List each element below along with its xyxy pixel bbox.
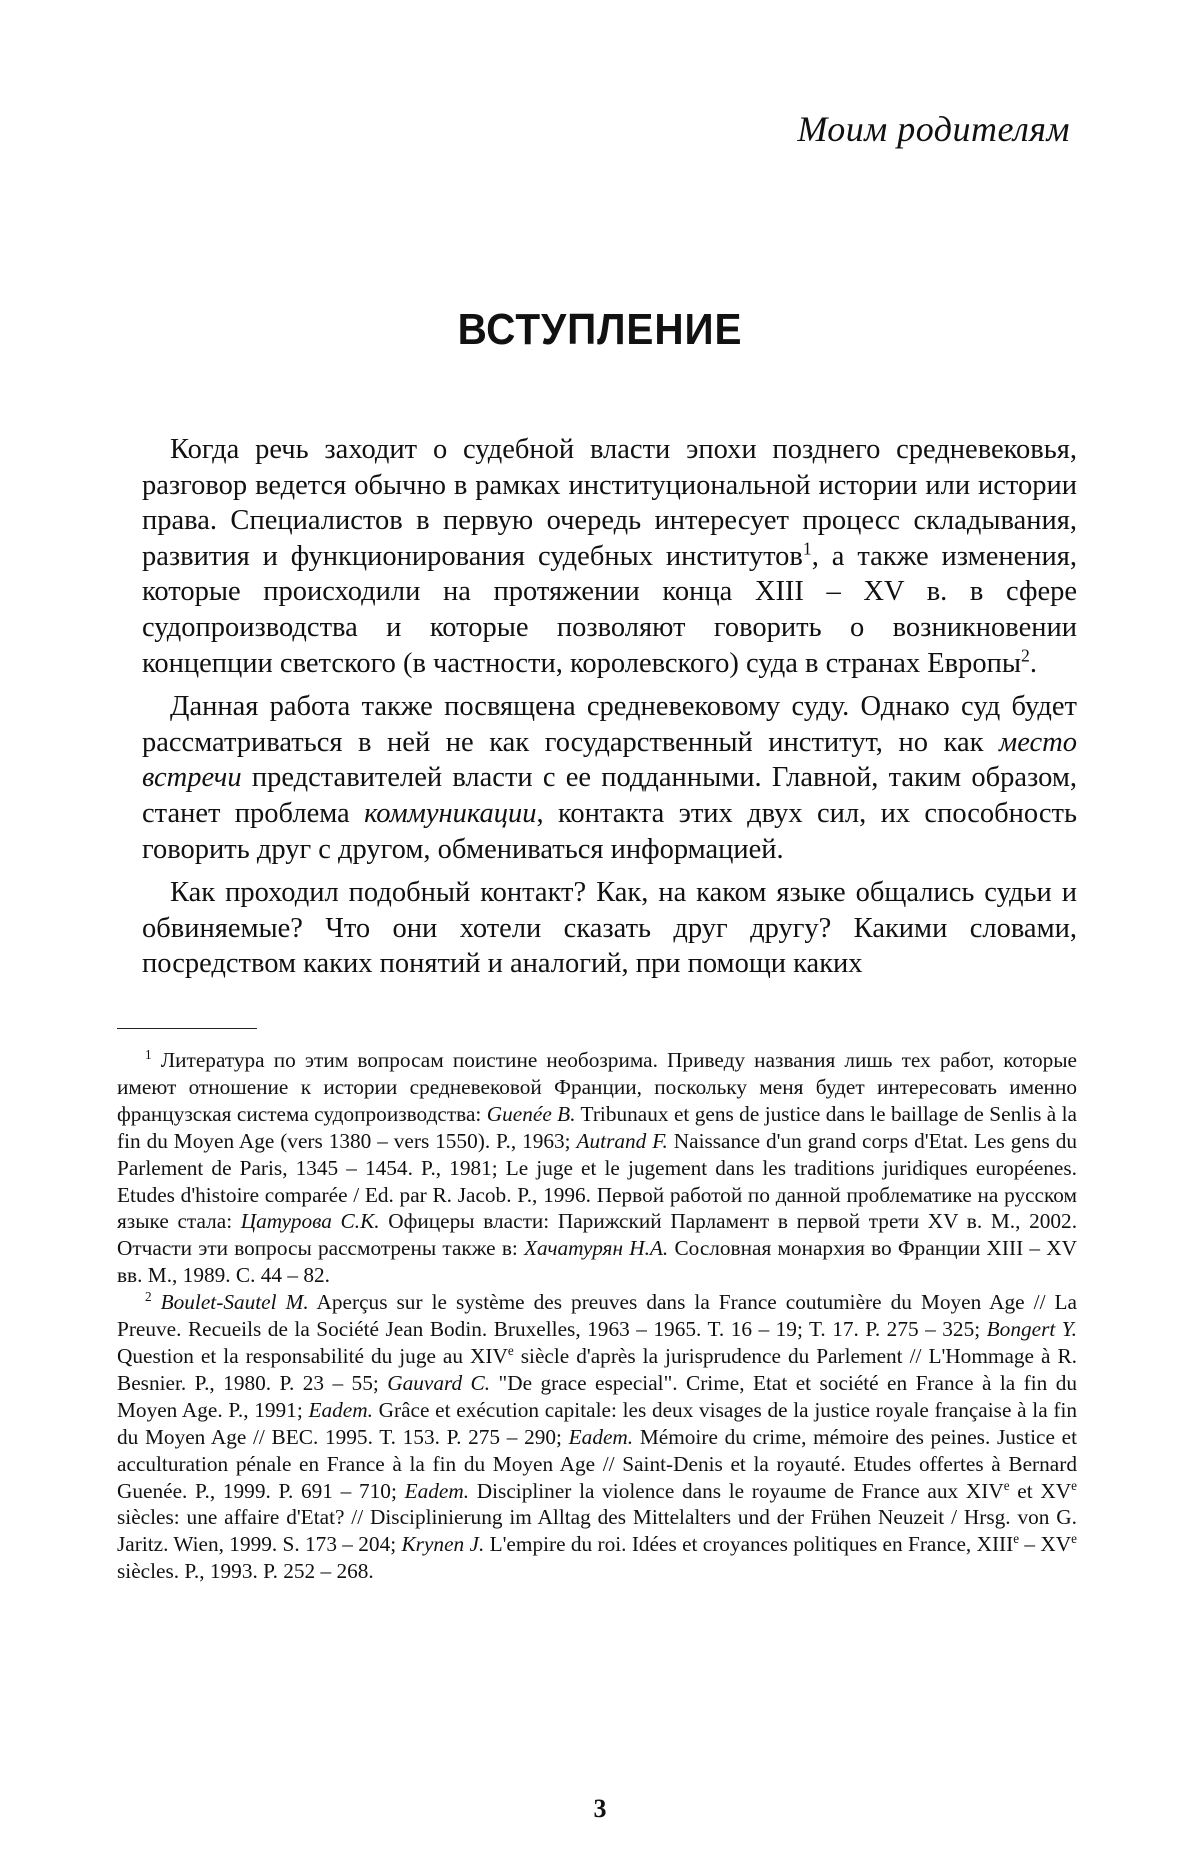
superscript: e: [507, 1342, 514, 1358]
text-run: Данная работа также посвящена средневековому суду. Однако суд будет рассматриваться в ней не как государственный институт, но как: [142, 691, 1077, 758]
paragraph-2: [142, 689, 1077, 867]
superscript: e: [1071, 1531, 1078, 1547]
dedication: Моим родителям: [797, 109, 1070, 149]
text-run: Aperçus sur le système des preuves dans la France coutumière du Moyen Age // La Preuve. Recueils de la Société Jean Bodin. Bruxelles, 1963 – 1965. T. 16 – 19; T. 17. P. 275 – 325;: [117, 1290, 1077, 1342]
text-run: Сословная монархия во Франции XIII – XV вв. М., 1989. С. 44 – 82.: [117, 1236, 1077, 1288]
text-run: Question et la responsabilité du juge au XIV: [117, 1343, 508, 1368]
text-run: Naissance d'un grand corps d'Etat. Les gens du Parlement de Paris, 1345 – 1454. P., 1981; Le juge et le jugement dans les traditions juridiques européenes. Etudes d'histoire comparée / Ed. par R. Jacob. P., 1996. Первой работой по данной проблематике на русском языке стала:: [117, 1128, 1077, 1234]
footnotes: [117, 1047, 1077, 1585]
author-name: Eadem.: [308, 1397, 373, 1422]
text-run: siècles. P., 1993. P. 252 – 268.: [117, 1559, 374, 1584]
author-name: Gauvard C.: [387, 1370, 491, 1395]
footnote-ref-1: 1: [802, 538, 812, 559]
footnote-2: [117, 1289, 1077, 1585]
footnote-number: 1: [145, 1046, 152, 1062]
superscript: e: [1003, 1477, 1010, 1493]
text-run: Discipliner la violence dans le royaume de France aux XIV: [469, 1478, 1004, 1503]
author-name: Boulet-Sautel M.: [151, 1290, 309, 1315]
paragraph-1: [142, 432, 1077, 681]
text-run: , контакта этих двух сил, их способность говорить друг с другом, обмениваться информацией.: [142, 797, 1077, 865]
text-run: Tribunaux et gens de justice dans le baillage de Senlis à la fin du Moyen Age (vers 1380 – vers 1550). P., 1963;: [117, 1101, 1078, 1153]
text-run: siècles: une affaire d'Etat? // Disciplinierung im Alltag des Mittelalters und der Frühen Neuzeit / Hrsg. von G. Jaritz. Wien, 1999. S. 173 – 204;: [117, 1505, 1077, 1557]
text-run: et XV: [1009, 1478, 1072, 1503]
footnote-divider: [117, 1028, 257, 1029]
emphasis: место встречи: [142, 726, 1077, 794]
footnote-number: 2: [145, 1289, 152, 1305]
paragraph-3: Как проходил подобный контакт? Как, на каком языке общались судьи и обвиняемые? Что они хотели сказать друг другу? Какими словами, посредством каких понятий и аналогий, при помощи каких: [142, 877, 1077, 980]
superscript: e: [1071, 1477, 1077, 1493]
author-name: Bongert Y.: [986, 1317, 1077, 1342]
emphasis: коммуникации: [364, 797, 537, 829]
author-name: Eadem.: [404, 1478, 470, 1503]
text-run: представителей власти с ее подданными. Главной, таким образом, станет проблема: [142, 762, 1077, 829]
text-run: , а также изменения, которые происходили на протяжении конца XIII – XV в. в сфере судопроизводства и которые позволяют говорить о возникновении концепции светского (в частности, королевского) суда в странах Европы: [142, 540, 1077, 679]
author-name: Eadem.: [568, 1424, 634, 1449]
page-number: 3: [593, 1794, 607, 1823]
author-name: Krynen J.: [401, 1532, 485, 1557]
footnote-1: [117, 1047, 1077, 1289]
text-run: – XV: [1019, 1532, 1072, 1557]
text-run: .: [1029, 647, 1037, 679]
text-run: siècle d'après la jurisprudence du Parlement // L'Hommage à R. Besnier. P., 1980. P. 23 – 55;: [117, 1343, 1077, 1395]
superscript: e: [1013, 1531, 1020, 1547]
author-name: Guenée B.: [486, 1101, 576, 1126]
text-run: L'empire du roi. Idées et croyances politiques en France, XIII: [484, 1532, 1014, 1557]
footnote-ref-2: 2: [1021, 645, 1030, 666]
author-name: Хачатурян Н.А.: [523, 1236, 669, 1261]
text-run: Когда речь заходит о судебной власти эпохи позднего средневековья, разговор ведется обычно в рамках институциональной истории или истории права. Специалистов в первую очередь интересует процесс складывания, развития и функционирования судебных институтов: [142, 434, 1077, 572]
text-run: "De grace especial". Crime, Etat et société en France à la fin du Moyen Age. P., 1991;: [117, 1370, 1078, 1422]
author-name: Цатурова С.К.: [240, 1209, 380, 1234]
body-text: [142, 432, 1077, 990]
text-run: Литература по этим вопросам поистине необозрима. Приведу названия лишь тех работ, которые имеют отношение к истории средневековой Франции, поскольку меня будет интересовать именно французская система судопроизводства:: [117, 1048, 1077, 1126]
text-run: Mémoire du crime, mémoire des peines. Justice et acculturation pénale en France à la fin du Moyen Age // Saint-Denis et la royauté. Etudes offertes à Bernard Guenée. P., 1999. P. 691 – 710;: [117, 1424, 1078, 1503]
text-run: Офицеры власти: Парижский Парламент в первой трети XV в. М., 2002. Отчасти эти вопросы рассмотрены также в:: [117, 1209, 1078, 1261]
chapter-heading: ВСТУПЛЕНИЕ: [457, 305, 743, 354]
author-name: Autrand F.: [576, 1128, 668, 1153]
text-run: Grâce et exécution capitale: les deux visages de la justice royale française à la fin du Moyen Age // BEC. 1995. T. 153. P. 275 – 290;: [117, 1397, 1078, 1449]
